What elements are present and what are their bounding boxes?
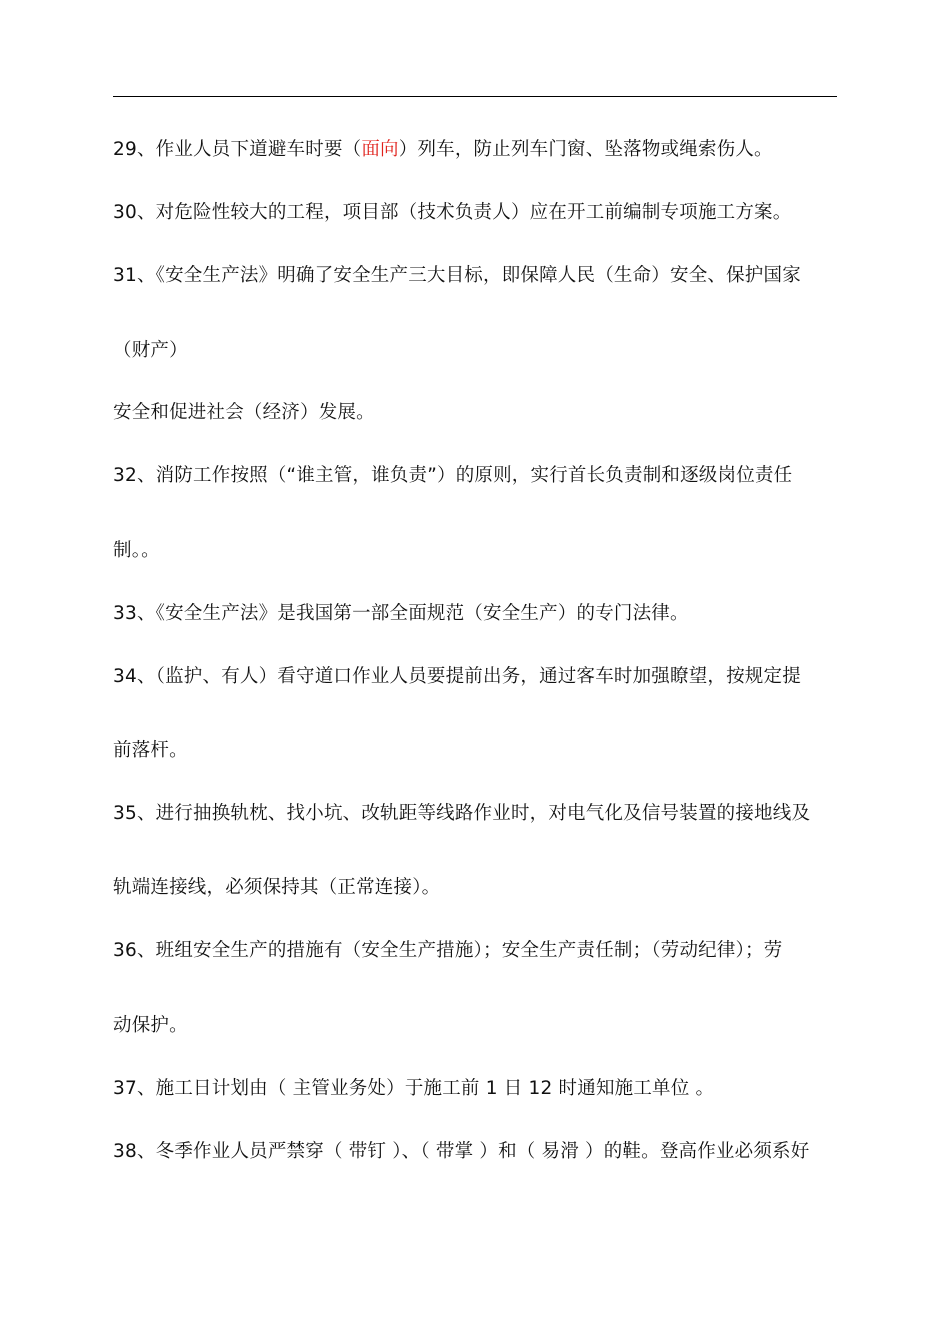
item-36-line-2: 动保护。 bbox=[113, 1015, 188, 1036]
item-37: 37、施工日计划由（ 主管业务处）于施工前 1 日 12 时通知施工单位 。 bbox=[113, 1078, 715, 1099]
item-29-number: 29、 bbox=[113, 139, 156, 160]
item-31-line-1: 31、《安全生产法》明确了安全生产三大目标，即保障人民（生命）安全、保护国家 bbox=[113, 265, 801, 286]
item-31-line-3: 安全和促进社会（经济）发展。 bbox=[113, 402, 375, 423]
item-34-line-1: 34、（监护、有人）看守道口作业人员要提前出务，通过客车时加强瞭望，按规定提 bbox=[113, 666, 801, 687]
header-rule bbox=[113, 96, 837, 97]
item-33: 33、《安全生产法》是我国第一部全面规范（安全生产）的专门法律。 bbox=[113, 603, 689, 624]
item-32-line-2: 制。。 bbox=[113, 540, 160, 561]
item-29-text-before: 作业人员下道避车时要（ bbox=[155, 139, 362, 160]
item-31-line-2: （财产） bbox=[113, 340, 188, 361]
item-35-line-1: 35、进行抽换轨枕、找小坑、改轨距等线路作业时，对电气化及信号装置的接地线及 bbox=[113, 803, 811, 824]
item-32-line-1: 32、消防工作按照（“谁主管，谁负责”）的原则，实行首长负责制和逐级岗位责任 bbox=[113, 465, 793, 486]
item-34-line-2: 前落杆。 bbox=[113, 740, 188, 761]
item-36-line-1: 36、班组安全生产的措施有（安全生产措施）；安全生产责任制；（劳动纪律）；劳 bbox=[113, 940, 783, 961]
item-29-highlighted-answer: 面向 bbox=[361, 139, 399, 160]
item-29 bbox=[113, 137, 843, 163]
item-30: 30、对危险性较大的工程，项目部（技术负责人）应在开工前编制专项施工方案。 bbox=[113, 202, 792, 223]
item-29-text-after: ）列车，防止列车门窗、坠落物或绳索伤人。 bbox=[398, 139, 773, 160]
item-38: 38、冬季作业人员严禁穿（ 带钉 ）、（ 带掌 ）和（ 易滑 ）的鞋。登高作业必须系好 bbox=[113, 1141, 810, 1162]
item-35-line-2: 轨端连接线，必须保持其（正常连接）。 bbox=[113, 877, 441, 898]
